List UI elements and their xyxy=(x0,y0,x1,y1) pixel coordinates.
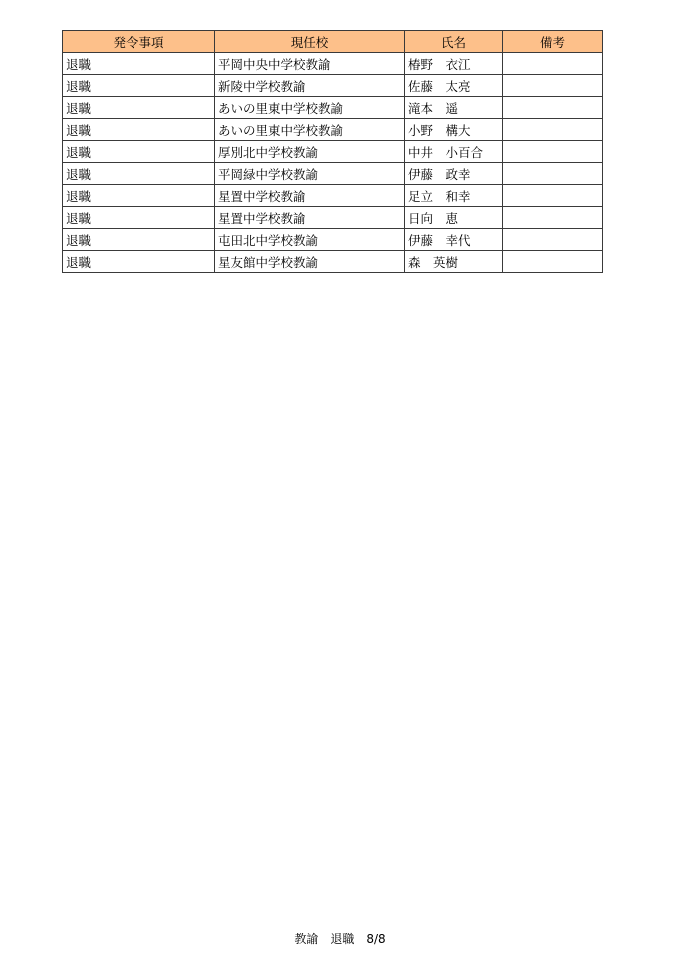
cell-order: 退職 xyxy=(63,251,215,273)
header-row xyxy=(63,31,603,53)
cell-current-school: 平岡緑中学校教諭 xyxy=(215,163,405,185)
cell-current-school: 新陵中学校教諭 xyxy=(215,75,405,97)
cell-remarks xyxy=(503,207,603,229)
cell-current-school: 平岡中央中学校教諭 xyxy=(215,53,405,75)
table-row xyxy=(63,207,603,229)
cell-current-school: 屯田北中学校教諭 xyxy=(215,229,405,251)
cell-order: 退職 xyxy=(63,185,215,207)
table-header xyxy=(63,31,603,53)
table-row xyxy=(63,185,603,207)
cell-name: 伊藤 政幸 xyxy=(405,163,503,185)
page-footer: 教諭 退職 8/8 xyxy=(294,932,386,946)
cell-remarks xyxy=(503,163,603,185)
table-row xyxy=(63,229,603,251)
cell-current-school: あいの里東中学校教諭 xyxy=(215,119,405,141)
cell-current-school: 星友館中学校教諭 xyxy=(215,251,405,273)
cell-name: 小野 構大 xyxy=(405,119,503,141)
cell-order: 退職 xyxy=(63,229,215,251)
cell-name: 日向 恵 xyxy=(405,207,503,229)
table-row xyxy=(63,163,603,185)
personnel-table xyxy=(62,30,603,273)
header-current-school: 現任校 xyxy=(215,31,405,53)
cell-current-school: 厚別北中学校教諭 xyxy=(215,141,405,163)
header-remarks: 備考 xyxy=(503,31,603,53)
cell-order: 退職 xyxy=(63,207,215,229)
cell-remarks xyxy=(503,75,603,97)
cell-remarks xyxy=(503,97,603,119)
header-name: 氏名 xyxy=(405,31,503,53)
cell-name: 中井 小百合 xyxy=(405,141,503,163)
cell-name: 森 英樹 xyxy=(405,251,503,273)
table-row xyxy=(63,141,603,163)
cell-name: 足立 和幸 xyxy=(405,185,503,207)
table-body xyxy=(63,53,603,273)
cell-current-school: あいの里東中学校教諭 xyxy=(215,97,405,119)
cell-order: 退職 xyxy=(63,75,215,97)
table-row xyxy=(63,97,603,119)
cell-remarks xyxy=(503,141,603,163)
table-row xyxy=(63,119,603,141)
cell-name: 佐藤 太亮 xyxy=(405,75,503,97)
table-row xyxy=(63,53,603,75)
cell-name: 椿野 衣江 xyxy=(405,53,503,75)
cell-order: 退職 xyxy=(63,97,215,119)
table-row xyxy=(63,75,603,97)
cell-order: 退職 xyxy=(63,53,215,75)
cell-current-school: 星置中学校教諭 xyxy=(215,185,405,207)
cell-name: 伊藤 幸代 xyxy=(405,229,503,251)
cell-remarks xyxy=(503,251,603,273)
cell-current-school: 星置中学校教諭 xyxy=(215,207,405,229)
cell-order: 退職 xyxy=(63,119,215,141)
cell-remarks xyxy=(503,185,603,207)
cell-remarks xyxy=(503,119,603,141)
table-row xyxy=(63,251,603,273)
cell-order: 退職 xyxy=(63,163,215,185)
cell-remarks xyxy=(503,229,603,251)
cell-order: 退職 xyxy=(63,141,215,163)
cell-remarks xyxy=(503,53,603,75)
header-order: 発令事項 xyxy=(63,31,215,53)
cell-name: 滝本 遥 xyxy=(405,97,503,119)
